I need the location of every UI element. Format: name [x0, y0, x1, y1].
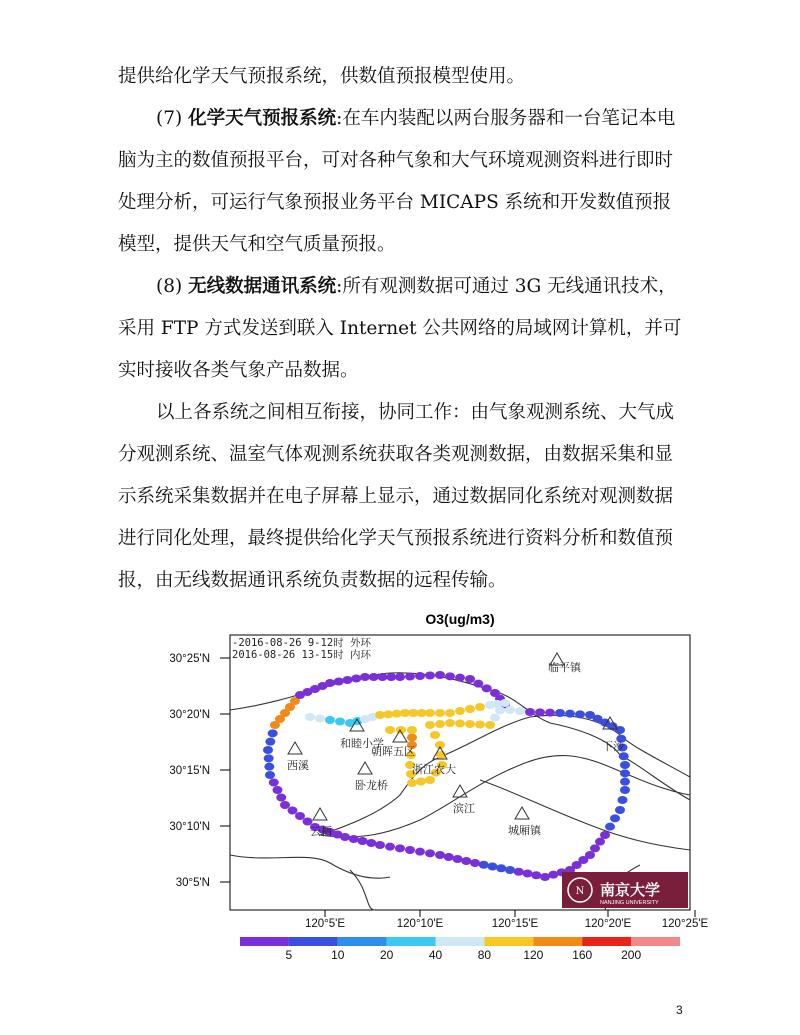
colorbar-label: 80: [477, 948, 492, 962]
o3-sample-point: [268, 729, 278, 737]
svg-text:南京大学: 南京大学: [600, 881, 661, 899]
heading-chem-forecast: 化学天气预报系统: [188, 108, 337, 129]
o3-sample-point: [595, 838, 605, 846]
lon-tick-0: [305, 910, 345, 930]
lon-tick-4: [662, 910, 709, 930]
o3-sample-point: [488, 863, 498, 871]
svg-text:下沙: 下沙: [602, 740, 624, 753]
paragraph-8: (8) 无线数据通讯系统:所有观测数据可通过 3G 无线通讯技术，采用 FTP 方式发送到联入 Internet 公共网络的局域网计算机，并可实时接收各类气象产品数据。: [118, 276, 682, 381]
o3-sample-point: [425, 672, 435, 680]
o3-sample-point: [445, 709, 455, 717]
o3-sample-point: [555, 709, 565, 717]
lat-tick-4: [176, 877, 230, 889]
o3-sample-point: [425, 709, 435, 717]
o3-sample-point: [366, 839, 376, 847]
o3-sample-point: [455, 707, 465, 715]
figure-title: O3(ug/m3): [425, 611, 495, 627]
colorbar-labels: [286, 948, 642, 962]
o3-sample-point: [315, 715, 325, 723]
o3-sample-point: [470, 859, 480, 867]
colorbar-segment: [436, 937, 485, 946]
o3-sample-point: [465, 720, 475, 728]
lat-tick-1: [169, 709, 230, 721]
o3-sample-point: [395, 844, 405, 852]
o3-sample-point: [378, 673, 388, 681]
svg-text:滨江: 滨江: [453, 802, 475, 815]
o3-sample-point: [465, 675, 475, 683]
svg-text:卧龙桥: 卧龙桥: [355, 779, 388, 792]
colorbar: [240, 937, 680, 946]
paragraph-7: (7) 化学天气预报系统:在车内装配以两台服务器和一台笔记本电脑为主的数值预报平台，可对各种气象和大气环境观测资料进行即时处理分析，可运行气象预报业务平台 MICAPS 系统和开发数值预报模型，提供天气和空气质量预报。: [118, 108, 676, 255]
o3-sample-point: [475, 721, 485, 729]
o3-sample-point: [276, 794, 286, 802]
o3-sample-point: [425, 776, 435, 784]
o3-sample-point: [482, 684, 492, 692]
o3-sample-point: [415, 848, 425, 856]
o3-sample-point: [335, 718, 345, 726]
o3-sample-point: [495, 706, 505, 714]
o3-sample-point: [473, 680, 483, 688]
o3-sample-point: [265, 771, 275, 779]
o3-sample-point: [407, 779, 417, 787]
o3-sample-point: [405, 846, 415, 854]
paragraph-summary: 以上各系统之间相互衔接，协同工作：由气象观测系统、大气成分观测系统、温室气体观测系统获取各类观测数据，由数据采集和显示系统采集数据并在电子屏幕上显示，通过数据同化系统对观测数据进行同化处理，最终提供给化学天气预报系统进行资料分析和数值预报，由无线数据通讯系统负责数据的远程传输。: [118, 402, 675, 591]
o3-sample-point: [264, 754, 274, 762]
colorbar-label: 10: [331, 948, 345, 962]
o3-sample-point: [479, 861, 489, 869]
o3-sample-point: [375, 841, 385, 849]
o3-sample-point: [444, 853, 454, 861]
svg-text:30°20'N: 30°20'N: [169, 709, 210, 721]
o3-sample-point: [475, 703, 485, 711]
o3-sample-point: [435, 709, 445, 717]
svg-text:120°20'E: 120°20'E: [584, 918, 632, 930]
o3-sample-point: [405, 673, 415, 681]
lon-axis: [305, 910, 709, 930]
o3-sample-point: [295, 812, 305, 820]
o3-sample-point: [430, 731, 440, 739]
nanjing-university-logo: [562, 872, 688, 908]
o3-sample-point: [395, 673, 405, 681]
o3-sample-point: [445, 672, 455, 680]
svg-text:30°10'N: 30°10'N: [169, 821, 210, 833]
o3-sample-point: [505, 866, 515, 874]
svg-text:临平镇: 临平镇: [548, 661, 581, 674]
o3-sample-point: [619, 752, 629, 760]
o3-sample-point: [358, 837, 368, 845]
o3-sample-point: [523, 870, 533, 878]
svg-text:西溪: 西溪: [287, 759, 309, 772]
o3-sample-point: [620, 761, 630, 769]
o3-sample-point: [288, 807, 298, 815]
lon-tick-1: [397, 910, 444, 930]
o3-sample-point: [618, 796, 628, 804]
o3-sample-point: [565, 710, 575, 718]
o3-sample-point: [620, 778, 630, 786]
o3-sample-point: [575, 710, 585, 718]
o3-sample-point: [455, 720, 465, 728]
o3-sample-point: [425, 849, 435, 857]
o3-sample-point: [531, 871, 541, 879]
o3-sample-point: [620, 769, 630, 777]
o3-sample-point: [435, 720, 445, 728]
o3-sample-point: [615, 806, 625, 814]
svg-text:30°15'N: 30°15'N: [169, 765, 210, 777]
lat-tick-0: [169, 653, 230, 665]
lat-tick-3: [169, 821, 230, 833]
colorbar-label: 160: [572, 948, 593, 962]
colorbar-segment: [240, 937, 289, 946]
svg-text:120°5'E: 120°5'E: [304, 918, 346, 930]
o3-sample-point: [386, 673, 396, 681]
o3-sample-point: [396, 726, 406, 734]
svg-text:朝晖五区: 朝晖五区: [371, 745, 415, 758]
o3-sample-point: [407, 726, 417, 734]
o3-sample-point: [425, 721, 435, 729]
o3-sample-point: [265, 738, 275, 746]
o3-sample-point: [453, 855, 463, 863]
o3-sample-point: [515, 707, 525, 715]
o3-sample-point: [343, 676, 353, 684]
lat-axis: [169, 653, 230, 889]
o3-sample-point: [605, 823, 615, 831]
colorbar-segment: [338, 937, 387, 946]
svg-text:120°10'E: 120°10'E: [396, 918, 444, 930]
o3-sample-point: [455, 674, 465, 682]
svg-text:浙江农大: 浙江农大: [412, 763, 456, 776]
o3-sample-point: [369, 673, 379, 681]
colorbar-label: 120: [523, 948, 544, 962]
o3-sample-point: [490, 714, 500, 722]
o3-sample-point: [540, 873, 550, 881]
o3-sample-point: [407, 734, 417, 742]
o3-sample-point: [514, 868, 524, 876]
o3-sample-point: [435, 671, 445, 679]
o3-sample-point: [525, 708, 535, 716]
o3-sample-point: [496, 864, 506, 872]
o3-sample-point: [445, 719, 455, 727]
heading-wireless: 无线数据通讯系统: [188, 276, 337, 297]
paragraph-0: 提供给化学天气预报系统，供数值预报模型使用。: [118, 66, 526, 87]
o3-map-figure: [150, 605, 720, 975]
o3-sample-point: [465, 705, 475, 713]
o3-sample-point: [275, 715, 285, 723]
colorbar-label: 200: [621, 948, 642, 962]
o3-sample-point: [385, 726, 395, 734]
o3-sample-point: [485, 721, 495, 729]
svg-text:和睦小学: 和睦小学: [340, 737, 384, 750]
legend-inner-ring: 2016-08-26 13-15时 内环: [232, 649, 371, 661]
svg-text:120°15'E: 120°15'E: [491, 918, 539, 930]
colorbar-segment: [533, 937, 582, 946]
o3-sample-point: [415, 672, 425, 680]
lon-tick-2: [492, 910, 539, 930]
colorbar-label: 20: [379, 948, 394, 962]
svg-text:N: N: [575, 886, 585, 897]
o3-sample-point: [620, 786, 630, 794]
legend-outer-ring: -2016-08-26 9-12时 外环: [232, 637, 371, 649]
o3-sample-point: [280, 801, 290, 809]
o3-sample-point: [351, 675, 361, 683]
lon-tick-3: [585, 910, 632, 930]
svg-text:30°25'N: 30°25'N: [169, 653, 210, 665]
o3-sample-point: [269, 779, 279, 787]
svg-text:NANJING UNIVERSITY: NANJING UNIVERSITY: [600, 900, 659, 906]
o3-sample-point: [500, 699, 510, 707]
colorbar-segment: [289, 937, 338, 946]
svg-text:云栖: 云栖: [310, 825, 332, 838]
svg-text:120°25'E: 120°25'E: [661, 918, 709, 930]
o3-sample-point: [273, 786, 283, 794]
o3-sample-point: [334, 678, 344, 686]
o3-sample-point: [349, 835, 359, 843]
svg-text:30°5'N: 30°5'N: [175, 877, 210, 889]
o3-sample-point: [535, 708, 545, 716]
o3-sample-point: [360, 673, 370, 681]
o3-sample-point: [461, 857, 471, 865]
colorbar-label: 40: [428, 948, 443, 962]
o3-sample-point: [325, 716, 335, 724]
page-number: 3: [676, 1003, 683, 1017]
o3-sample-point: [264, 763, 274, 771]
colorbar-label: 5: [285, 948, 293, 962]
o3-sample-point: [385, 843, 395, 851]
o3-sample-point: [263, 746, 273, 754]
colorbar-segment: [582, 937, 631, 946]
o3-sample-point: [610, 814, 620, 822]
o3-sample-point: [545, 709, 555, 717]
svg-text:城厢镇: 城厢镇: [508, 824, 541, 837]
colorbar-segment: [387, 937, 436, 946]
o3-sample-point: [600, 831, 610, 839]
o3-sample-point: [416, 778, 426, 786]
colorbar-segment: [631, 937, 680, 946]
colorbar-segment: [484, 937, 533, 946]
o3-sample-point: [435, 851, 445, 859]
o3-sample-point: [305, 713, 315, 721]
o3-sample-point: [325, 679, 335, 687]
o3-sample-point: [590, 844, 600, 852]
lat-tick-2: [169, 765, 230, 777]
o3-sample-point: [505, 706, 515, 714]
